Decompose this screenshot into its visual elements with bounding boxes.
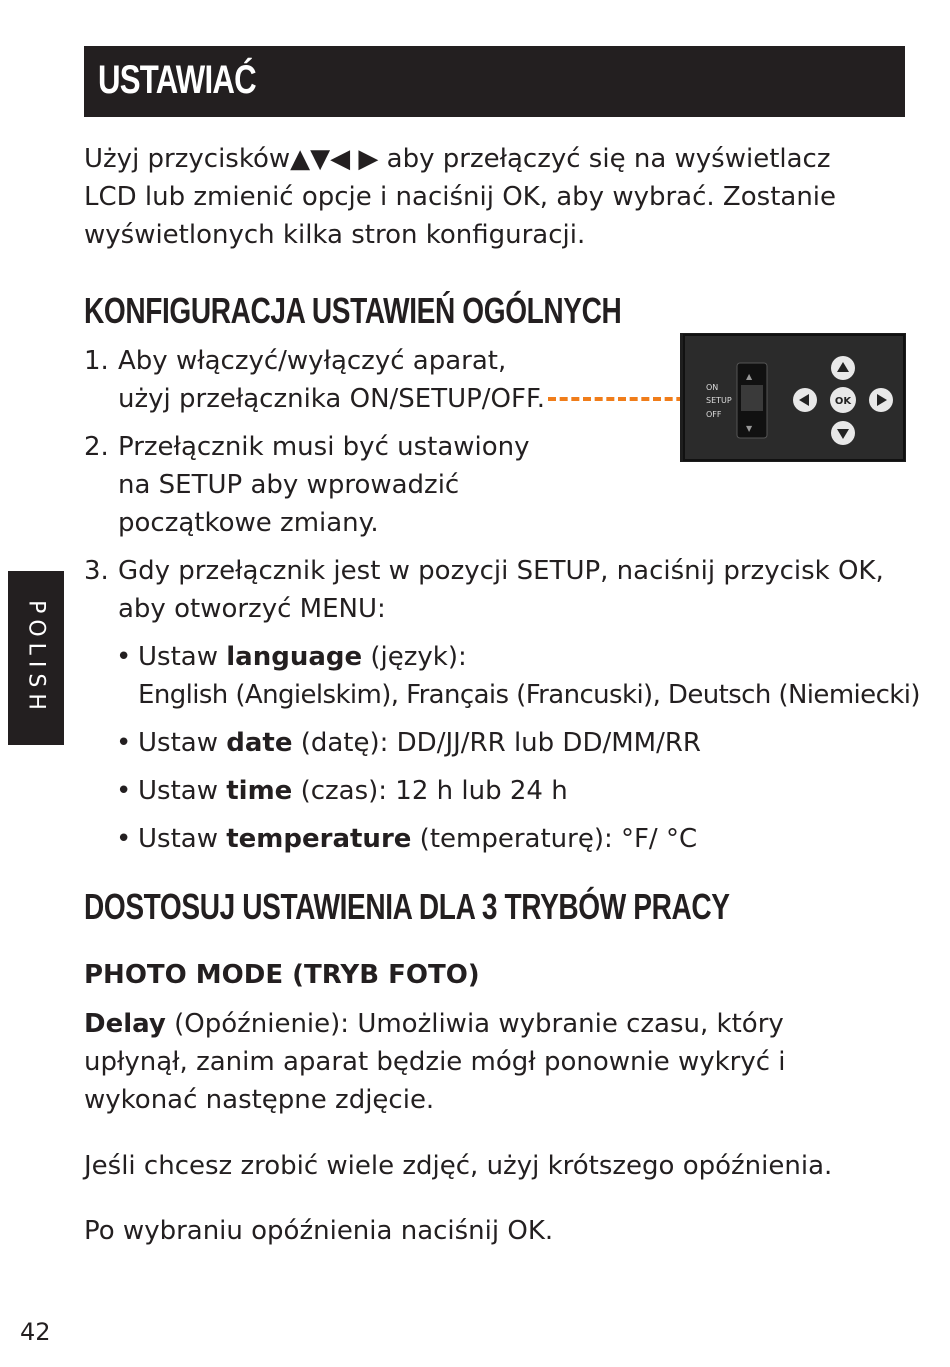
svg-text:ON: ON: [706, 383, 719, 392]
delay-paragraph: Delay (Opóźnienie): Umożliwia wybranie czasu, który upłynął, zanim aparat będzie mógł ponownie wykryć i wykonać następne zdjęcie.: [84, 1009, 786, 1115]
bullet-item: • Ustaw date (datę): DD/JJ/RR lub DD/MM/RR: [116, 728, 701, 758]
section-title-bar: [84, 46, 905, 117]
confirm-paragraph: Po wybraniu opóźnienia naciśnij OK.: [84, 1216, 554, 1246]
photo-mode-subheading: PHOTO MODE (TRYB FOTO): [84, 960, 480, 990]
list-item: 1. Aby włączyć/wyłączyć aparat, użyj przełącznika ON/SETUP/OFF.: [84, 346, 546, 414]
svg-text:SETUP: SETUP: [706, 396, 732, 405]
pointer-dashed-line: [548, 397, 696, 401]
language-side-tab: POLISH: [8, 571, 64, 745]
section-heading-modes: DOSTOSUJ USTAWIENIA DLA 3 TRYBÓW PRACY: [84, 886, 730, 927]
bullet-item: • Ustaw time (czas): 12 h lub 24 h: [116, 776, 568, 806]
svg-text:▼: ▼: [746, 424, 753, 433]
bullet-item: • Ustaw language (język): English (Angielskim), Français (Francuski), Deutsch (Niemiecki): [116, 642, 920, 710]
bullet-item: • Ustaw temperature (temperaturę): °F/ °C: [116, 824, 698, 854]
multi-photo-paragraph: Jeśli chcesz zrobić wiele zdjęć, użyj krótszego opóźnienia.: [84, 1151, 833, 1181]
list-item: 2. Przełącznik musi być ustawiony na SETUP aby wprowadzić początkowe zmiany.: [84, 432, 530, 538]
list-item: 3. Gdy przełącznik jest w pozycji SETUP, naciśnij przycisk OK, aby otworzyć MENU:: [84, 556, 884, 624]
camera-control-panel-icon: [680, 333, 906, 462]
intro-paragraph: Użyj przycisków▲▼◀ ▶ aby przełączyć się na wyświetlacz LCD lub zmienić opcje i naciśnij OK, aby wybrać. Zostanie wyświetlonych kilka stron konfiguracji.: [84, 144, 837, 250]
section-heading-general: KONFIGURACJA USTAWIEŃ OGÓLNYCH: [84, 290, 622, 331]
page-title: USTAWIAĆ: [98, 58, 256, 102]
page-number: 42: [20, 1318, 51, 1346]
arrow-keys-icon: ▲▼◀ ▶: [290, 144, 379, 174]
device-illustration: [680, 333, 906, 462]
svg-text:▲: ▲: [746, 372, 753, 381]
svg-text:OFF: OFF: [706, 410, 722, 419]
svg-text:OK: OK: [834, 396, 852, 407]
